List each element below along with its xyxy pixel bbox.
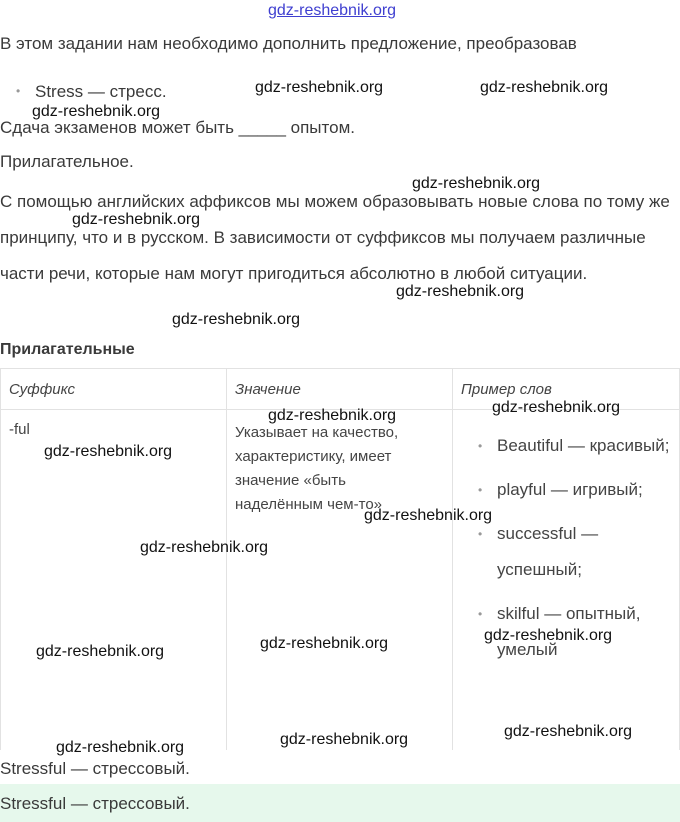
table-cell-meaning: Указывает на качество, характеристику, имеет значение «быть наделённым чем-то» (235, 424, 399, 513)
watermark: gdz-reshebnik.org (480, 79, 609, 96)
bullet-item: Stress — стресс. (35, 82, 167, 101)
watermark: gdz-reshebnik.org (172, 311, 301, 328)
table-cell-suffix: -ful (9, 421, 30, 438)
watermark: gdz-reshebnik.org (44, 443, 173, 460)
table-border-left (0, 368, 1, 750)
suffix-table (0, 368, 680, 750)
watermark: gdz-reshebnik.org (504, 723, 633, 740)
watermark: gdz-reshebnik.org (260, 635, 389, 652)
list-item: • Beautiful — красивый; (478, 436, 670, 455)
example-text: Beautiful — красивый; (497, 436, 670, 455)
part-of-speech: Прилагательное. (0, 152, 134, 171)
table-header-meaning: Значение (235, 381, 301, 398)
watermark: gdz-reshebnik.org (268, 407, 397, 424)
example-text: successful — успешный; (497, 524, 599, 579)
table-column-divider (226, 368, 227, 750)
task-sentence: Сдача экзаменов может быть _____ опытом. (0, 118, 355, 137)
watermark: gdz-reshebnik.org (72, 211, 201, 228)
table-header-suffix: Суффикс (9, 381, 75, 398)
list-item: • successful — успешный; (478, 524, 599, 579)
intro-text: В этом задании нам необходимо дополнить предложение, преобразовав (0, 34, 577, 53)
site-link[interactable]: gdz-reshebnik.org (268, 2, 397, 19)
explanation-paragraph: С помощью английских аффиксов мы можем образовывать новые слова по тому же принципу, что и в русском. В зависимости от суффиксов мы получаем различные части речи, которые нам могут пригодиться абсолютно в любой ситуации. (0, 192, 670, 283)
list-item: • skilful — опытный, умелый (478, 604, 641, 659)
example-text: skilful — опытный, умелый (497, 604, 641, 659)
watermark: gdz-reshebnik.org (484, 627, 613, 644)
example-text: playful — игривый; (497, 480, 643, 499)
table-header-examples: Пример слов (461, 381, 552, 398)
watermark: gdz-reshebnik.org (36, 643, 165, 660)
bullet-dot: • (16, 84, 21, 98)
table-column-divider (452, 368, 453, 750)
answer-text: Stressful — стрессовый. (0, 759, 190, 778)
watermark: gdz-reshebnik.org (412, 175, 541, 192)
watermark: gdz-reshebnik.org (492, 399, 621, 416)
watermark: gdz-reshebnik.org (32, 103, 161, 120)
watermark: gdz-reshebnik.org (56, 739, 185, 756)
answer-highlight-text: Stressful — стрессовый. (0, 794, 190, 813)
watermark: gdz-reshebnik.org (255, 79, 384, 96)
section-title: Прилагательные (0, 341, 135, 358)
watermark: gdz-reshebnik.org (280, 731, 409, 748)
watermark: gdz-reshebnik.org (396, 283, 525, 300)
watermark: gdz-reshebnik.org (364, 507, 493, 524)
table-border-top (0, 368, 680, 369)
watermark: gdz-reshebnik.org (140, 539, 269, 556)
list-item: • playful — игривый; (478, 480, 643, 499)
